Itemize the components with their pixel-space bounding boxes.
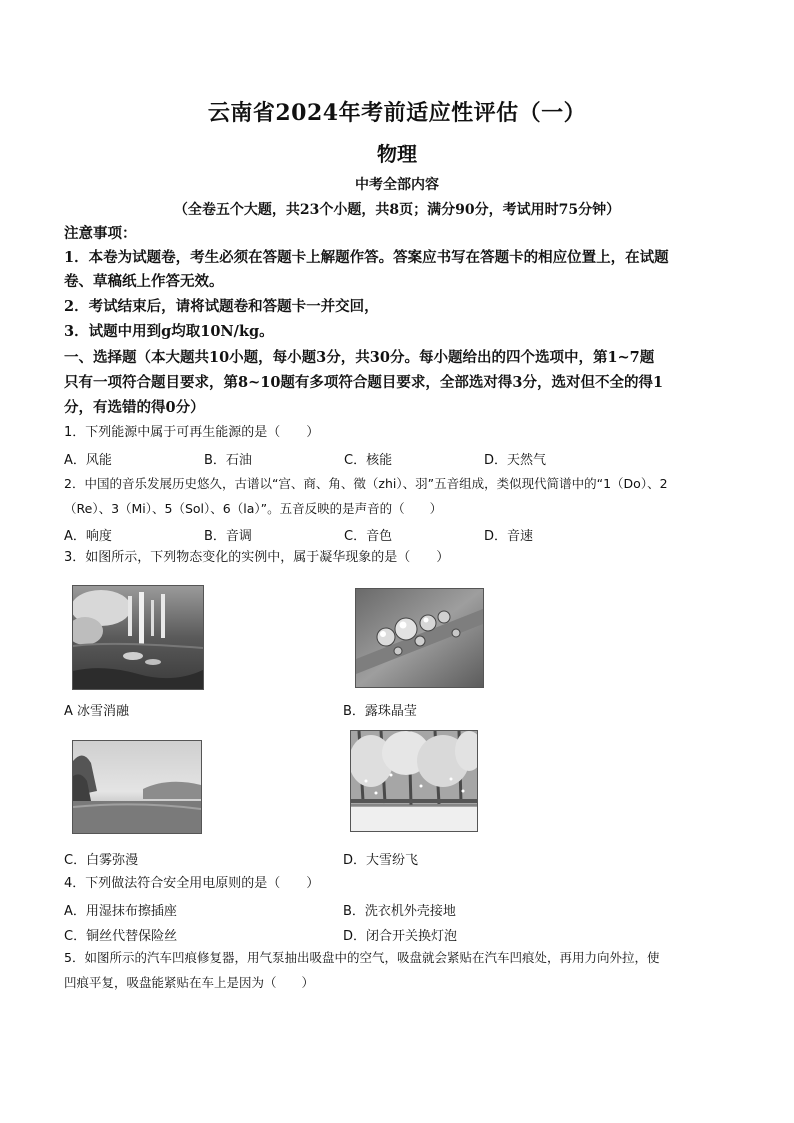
q1-stem: 1．下列能源中属于可再生能源的是（ ） [64,425,320,440]
photo-heavy-snow [350,730,478,832]
q4-stem: 4．下列做法符合安全用电原则的是（ ） [64,876,320,891]
q4-option-b: B．洗衣机外壳接地 [343,904,456,919]
exam-title: 云南省2024年考前适应性评估（一） [207,100,587,126]
q1-option-b: B．石油 [204,453,252,468]
q2-option-b: B．音调 [204,529,252,544]
q3-caption-c: C．白雾弥漫 [64,853,139,868]
q4-option-a: A．用湿抹布擦插座 [64,904,177,919]
q4-option-c: C．铜丝代替保险丝 [64,929,178,944]
q1-option-d: D．天然气 [484,453,547,468]
note-1-line-2: 卷、草稿纸上作答无效。 [64,273,224,290]
q3-stem: 3．如图所示，下列物态变化的实例中，属于凝华现象的是（ ） [64,550,450,565]
q3-caption-a: A 冰雪消融 [64,704,130,719]
q5-stem-line-1: 5．如图所示的汽车凹痕修复器，用气泵抽出吸盘中的空气，吸盘就会紧贴在汽车凹痕处，再用力向外拉，使 [64,950,660,965]
notes-heading: 注意事项： [64,225,137,242]
q4-option-d: D．闭合开关换灯泡 [343,929,458,944]
q2-option-c: C．音色 [344,529,393,544]
q3-caption-b: B．露珠晶莹 [343,704,417,719]
note-1-line-1: 1．本卷为试题卷，考生必须在答题卡上解题作答。答案应书写在答题卡的相应位置上，在试题 [64,249,669,266]
q2-option-d: D．音速 [484,529,534,544]
q1-option-c: C．核能 [344,453,393,468]
subject-title: 物理 [377,142,417,166]
q3-caption-d: D．大雪纷飞 [343,853,419,868]
exam-scope: 中考全部内容 [355,177,439,193]
photo-ice-melting [72,585,204,690]
section-1-line-3: 分，有选错的得0分） [64,399,205,416]
exam-info: （全卷五个大题，共23个小题，共8页；满分90分，考试用时75分钟） [173,202,621,218]
q1-option-a: A．风能 [64,453,112,468]
note-3: 3．试题中用到g均取10N/kg。 [64,323,274,340]
q2-option-a: A．响度 [64,529,112,544]
photo-dew-drops [355,588,484,688]
q2-stem-line-1: 2．中国的音乐发展历史悠久，古谱以“宫、商、角、徵（zhi）、羽”五音组成，类似现代简谱中的“1（Do）、2 [64,476,668,491]
photo-white-fog [72,740,202,834]
section-1-line-2: 只有一项符合题目要求，第8~10题有多项符合题目要求，全部选对得3分，选对但不全的得1 [64,374,664,391]
q2-stem-line-2: （Re）、3（Mi）、5（Sol）、6（la）”。五音反映的是声音的（ ） [64,501,443,516]
q5-stem-line-2: 凹痕平复，吸盘能紧贴在车上是因为（ ） [64,975,315,990]
section-1-line-1: 一、选择题（本大题共10小题，每小题3分，共30分。每小题给出的四个选项中，第1~7题 [64,349,655,366]
note-2: 2．考试结束后，请将试题卷和答题卡一并交回， [64,298,379,315]
